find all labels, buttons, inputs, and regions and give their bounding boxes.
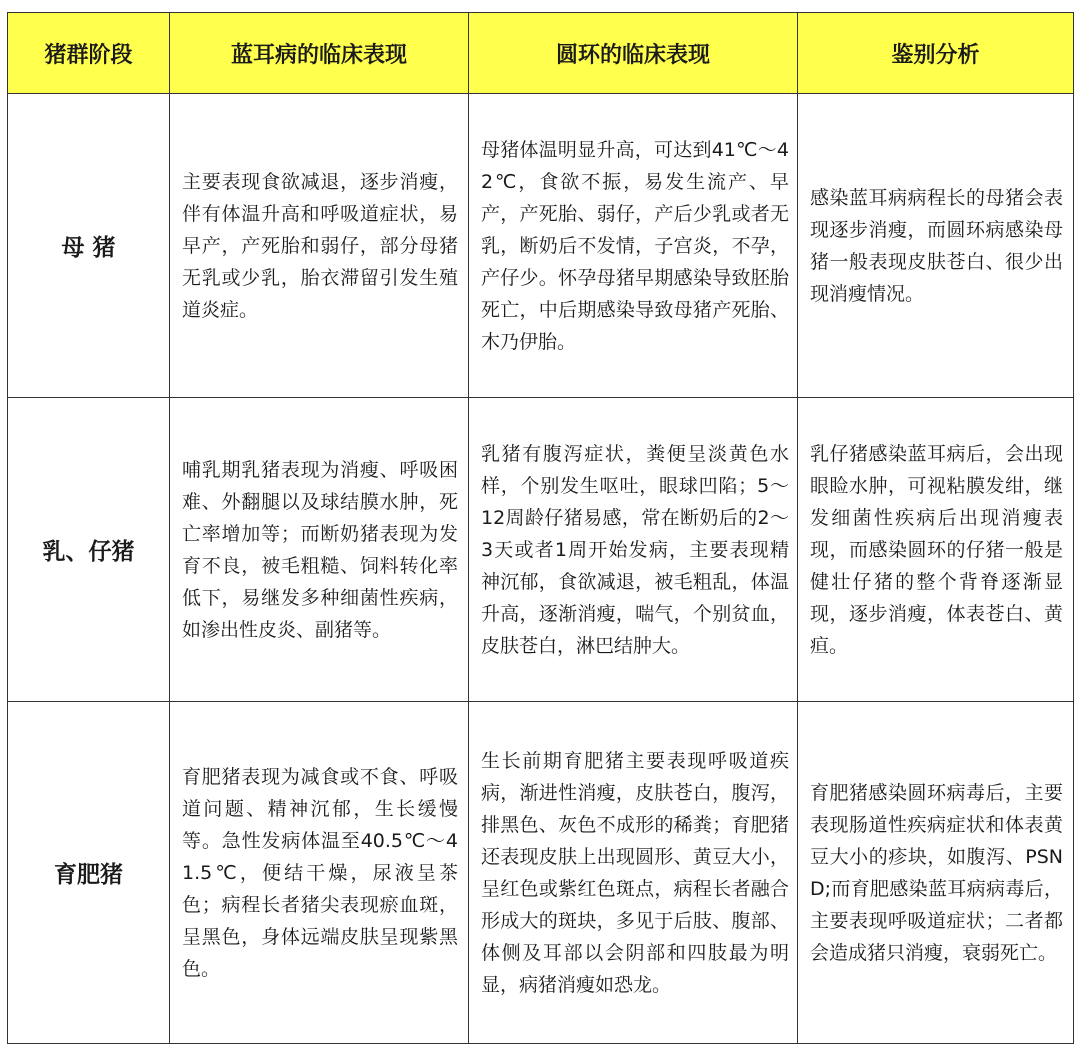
prrs-cell: 育肥猪表现为减食或不食、呼吸道问题、精神沉郁，生长缓慢等。急性发病体温至40.5℃～41.5℃，便结干燥，尿液呈茶色；病程长者猪尖表现瘀血斑，呈黑色，身体远端皮肤呈现紫黑色。 xyxy=(170,702,469,1044)
header-prrs: 蓝耳病的临床表现 xyxy=(170,13,469,94)
circovirus-cell: 乳猪有腹泻症状，粪便呈淡黄色水样，个别发生呕吐，眼球凹陷；5～12周龄仔猪易感，常在断奶后的2～3天或者1周开始发病，主要表现精神沉郁，食欲减退，被毛粗乱，体温升高，逐渐消瘦，喘气，个别贫血，皮肤苍白，淋巴结肿大。 xyxy=(469,398,798,702)
prrs-cell: 主要表现食欲减退，逐步消瘦，伴有体温升高和呼吸道症状，易早产，产死胎和弱仔，部分母猪无乳或少乳，胎衣滞留引发生殖道炎症。 xyxy=(170,94,469,398)
stage-cell: 乳、仔猪 xyxy=(8,398,170,702)
header-differential: 鉴别分析 xyxy=(798,13,1074,94)
differential-cell: 乳仔猪感染蓝耳病后，会出现眼睑水肿，可视粘膜发绀，继发细菌性疾病后出现消瘦表现，而感染圆环的仔猪一般是健壮仔猪的整个背脊逐渐显现，逐步消瘦，体表苍白、黄疸。 xyxy=(798,398,1074,702)
header-circovirus: 圆环的临床表现 xyxy=(469,13,798,94)
circovirus-cell: 生长前期育肥猪主要表现呼吸道疾病，渐进性消瘦，皮肤苍白，腹泻，排黑色、灰色不成形的稀粪；育肥猪还表现皮肤上出现圆形、黄豆大小，呈红色或紫红色斑点，病程长者融合形成大的斑块，多见于后肢、腹部、体侧及耳部以会阴部和四肢最为明显，病猪消瘦如恐龙。 xyxy=(469,702,798,1044)
header-stage: 猪群阶段 xyxy=(8,13,170,94)
differential-cell: 感染蓝耳病病程长的母猪会表现逐步消瘦，而圆环病感染母猪一般表现皮肤苍白、很少出现消瘦情况。 xyxy=(798,94,1074,398)
table-body xyxy=(8,94,1074,1044)
circovirus-cell: 母猪体温明显升高，可达到41℃～42℃，食欲不振，易发生流产、早产，产死胎、弱仔，产后少乳或者无乳，断奶后不发情，子宫炎，不孕，产仔少。怀孕母猪早期感染导致胚胎死亡，中后期感染导致母猪产死胎、木乃伊胎。 xyxy=(469,94,798,398)
stage-cell: 育肥猪 xyxy=(8,702,170,1044)
prrs-cell: 哺乳期乳猪表现为消瘦、呼吸困难、外翻腿以及球结膜水肿，死亡率增加等；而断奶猪表现为发育不良，被毛粗糙、饲料转化率低下，易继发多种细菌性疾病，如渗出性皮炎、副猪等。 xyxy=(170,398,469,702)
table-header xyxy=(8,13,1074,94)
table-row-piglet xyxy=(8,398,1074,702)
table-row-finisher xyxy=(8,702,1074,1044)
comparison-table xyxy=(7,12,1074,1044)
header-row xyxy=(8,13,1074,94)
differential-cell: 育肥猪感染圆环病毒后，主要表现肠道性疾病症状和体表黄豆大小的疹块，如腹泻、PSND;而育肥感染蓝耳病病毒后，主要表现呼吸道症状；二者都会造成猪只消瘦，衰弱死亡。 xyxy=(798,702,1074,1044)
stage-cell: 母 猪 xyxy=(8,94,170,398)
table-row-sow xyxy=(8,94,1074,398)
